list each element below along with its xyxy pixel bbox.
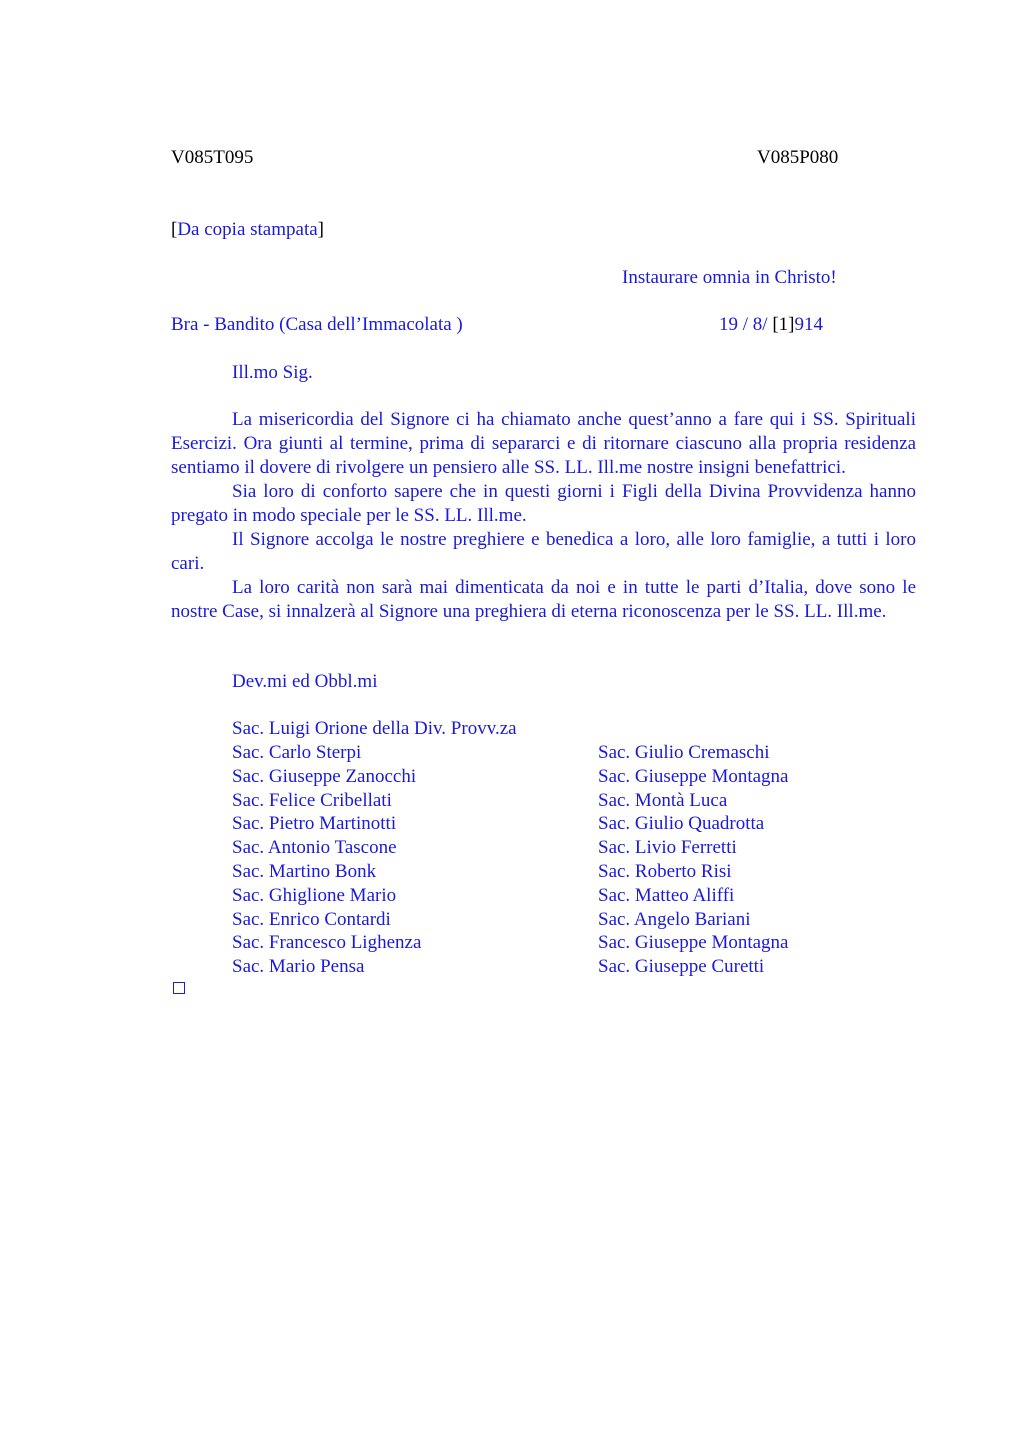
letter-date (719, 313, 823, 337)
signer: Sac. Carlo Sterpi (232, 742, 362, 763)
source-note-close-bracket: ] (317, 219, 324, 240)
signer: Sac. Matteo Aliffi (598, 884, 735, 906)
closing: Dev.mi ed Obbl.mi (232, 671, 378, 692)
signer: Sac. Roberto Risi (598, 860, 732, 882)
source-note-text: Da copia stampata (177, 219, 318, 240)
signer: Sac. Angelo Bariani (598, 908, 751, 930)
signer: Sac. Felice Cribellati (232, 789, 392, 811)
date-bracket: [1] (772, 314, 795, 335)
signer: Sac. Francesco Lighenza (232, 932, 422, 954)
salutation: Ill.mo Sig. (232, 362, 313, 383)
signer: Sac. Martino Bonk (232, 860, 377, 882)
date-suffix: 914 (794, 314, 823, 335)
signer: Sac. Antonio Tascone (232, 837, 397, 859)
signer: Sac. Giuseppe Curetti (598, 956, 765, 978)
source-note (171, 218, 324, 242)
signer: Sac. Pietro Martinotti (232, 813, 397, 835)
signer: Sac. Ghiglione Mario (232, 884, 397, 906)
end-of-document-square-icon (173, 982, 185, 994)
signer: Sac. Livio Ferretti (598, 837, 737, 859)
signers-right-column (598, 741, 788, 979)
signer: Sac. Enrico Contardi (232, 908, 391, 930)
signer-first: Sac. Luigi Orione della Div. Provv.za (232, 718, 517, 739)
signer: Sac. Giulio Cremaschi (598, 742, 770, 763)
paragraph: Sia loro di conforto sapere che in questi giorni i Figli della Divina Provvidenza hanno pregato in modo speciale per le SS. LL. Ill.me. (171, 481, 916, 526)
signer: Sac. Giuseppe Montagna (598, 765, 789, 787)
signer: Sac. Mario Pensa (232, 956, 365, 978)
letter-body (171, 408, 916, 624)
signer: Sac. Giuseppe Zanocchi (232, 765, 417, 787)
signer: Sac. Giuseppe Montagna (598, 932, 789, 954)
source-note-open-bracket: [ (171, 219, 178, 240)
signers-left-column (232, 741, 421, 979)
motto: Instaurare omnia in Christo! (622, 267, 837, 288)
date-prefix: 19 / 8/ (719, 314, 773, 335)
paragraph: La misericordia del Signore ci ha chiamato anche quest’anno a fare qui i SS. Spirituali Esercizi. Ora giunti al termine, prima di separarci e di ritornare ciascuno alla propria residenza sentiamo il dovere di rivolgere un pensiero alle SS. LL. Ill.me nostre insigni benefattrici. (171, 409, 916, 478)
letter-place: Bra - Bandito (Casa dell’Immacolata ) (171, 314, 463, 335)
document-code-right: V085P080 (757, 147, 839, 168)
paragraph: Il Signore accolga le nostre preghiere e benedica a loro, alle loro famiglie, a tutti i loro cari. (171, 529, 916, 574)
paragraph: La loro carità non sarà mai dimenticata da noi e in tutte le parti d’Italia, dove sono le nostre Case, si innalzerà al Signore una preghiera di eterna riconoscenza per le SS. LL. Ill.me. (171, 577, 916, 622)
document-code-left: V085T095 (171, 147, 254, 168)
signer: Sac. Giulio Quadrotta (598, 813, 765, 835)
signer: Sac. Montà Luca (598, 789, 728, 811)
